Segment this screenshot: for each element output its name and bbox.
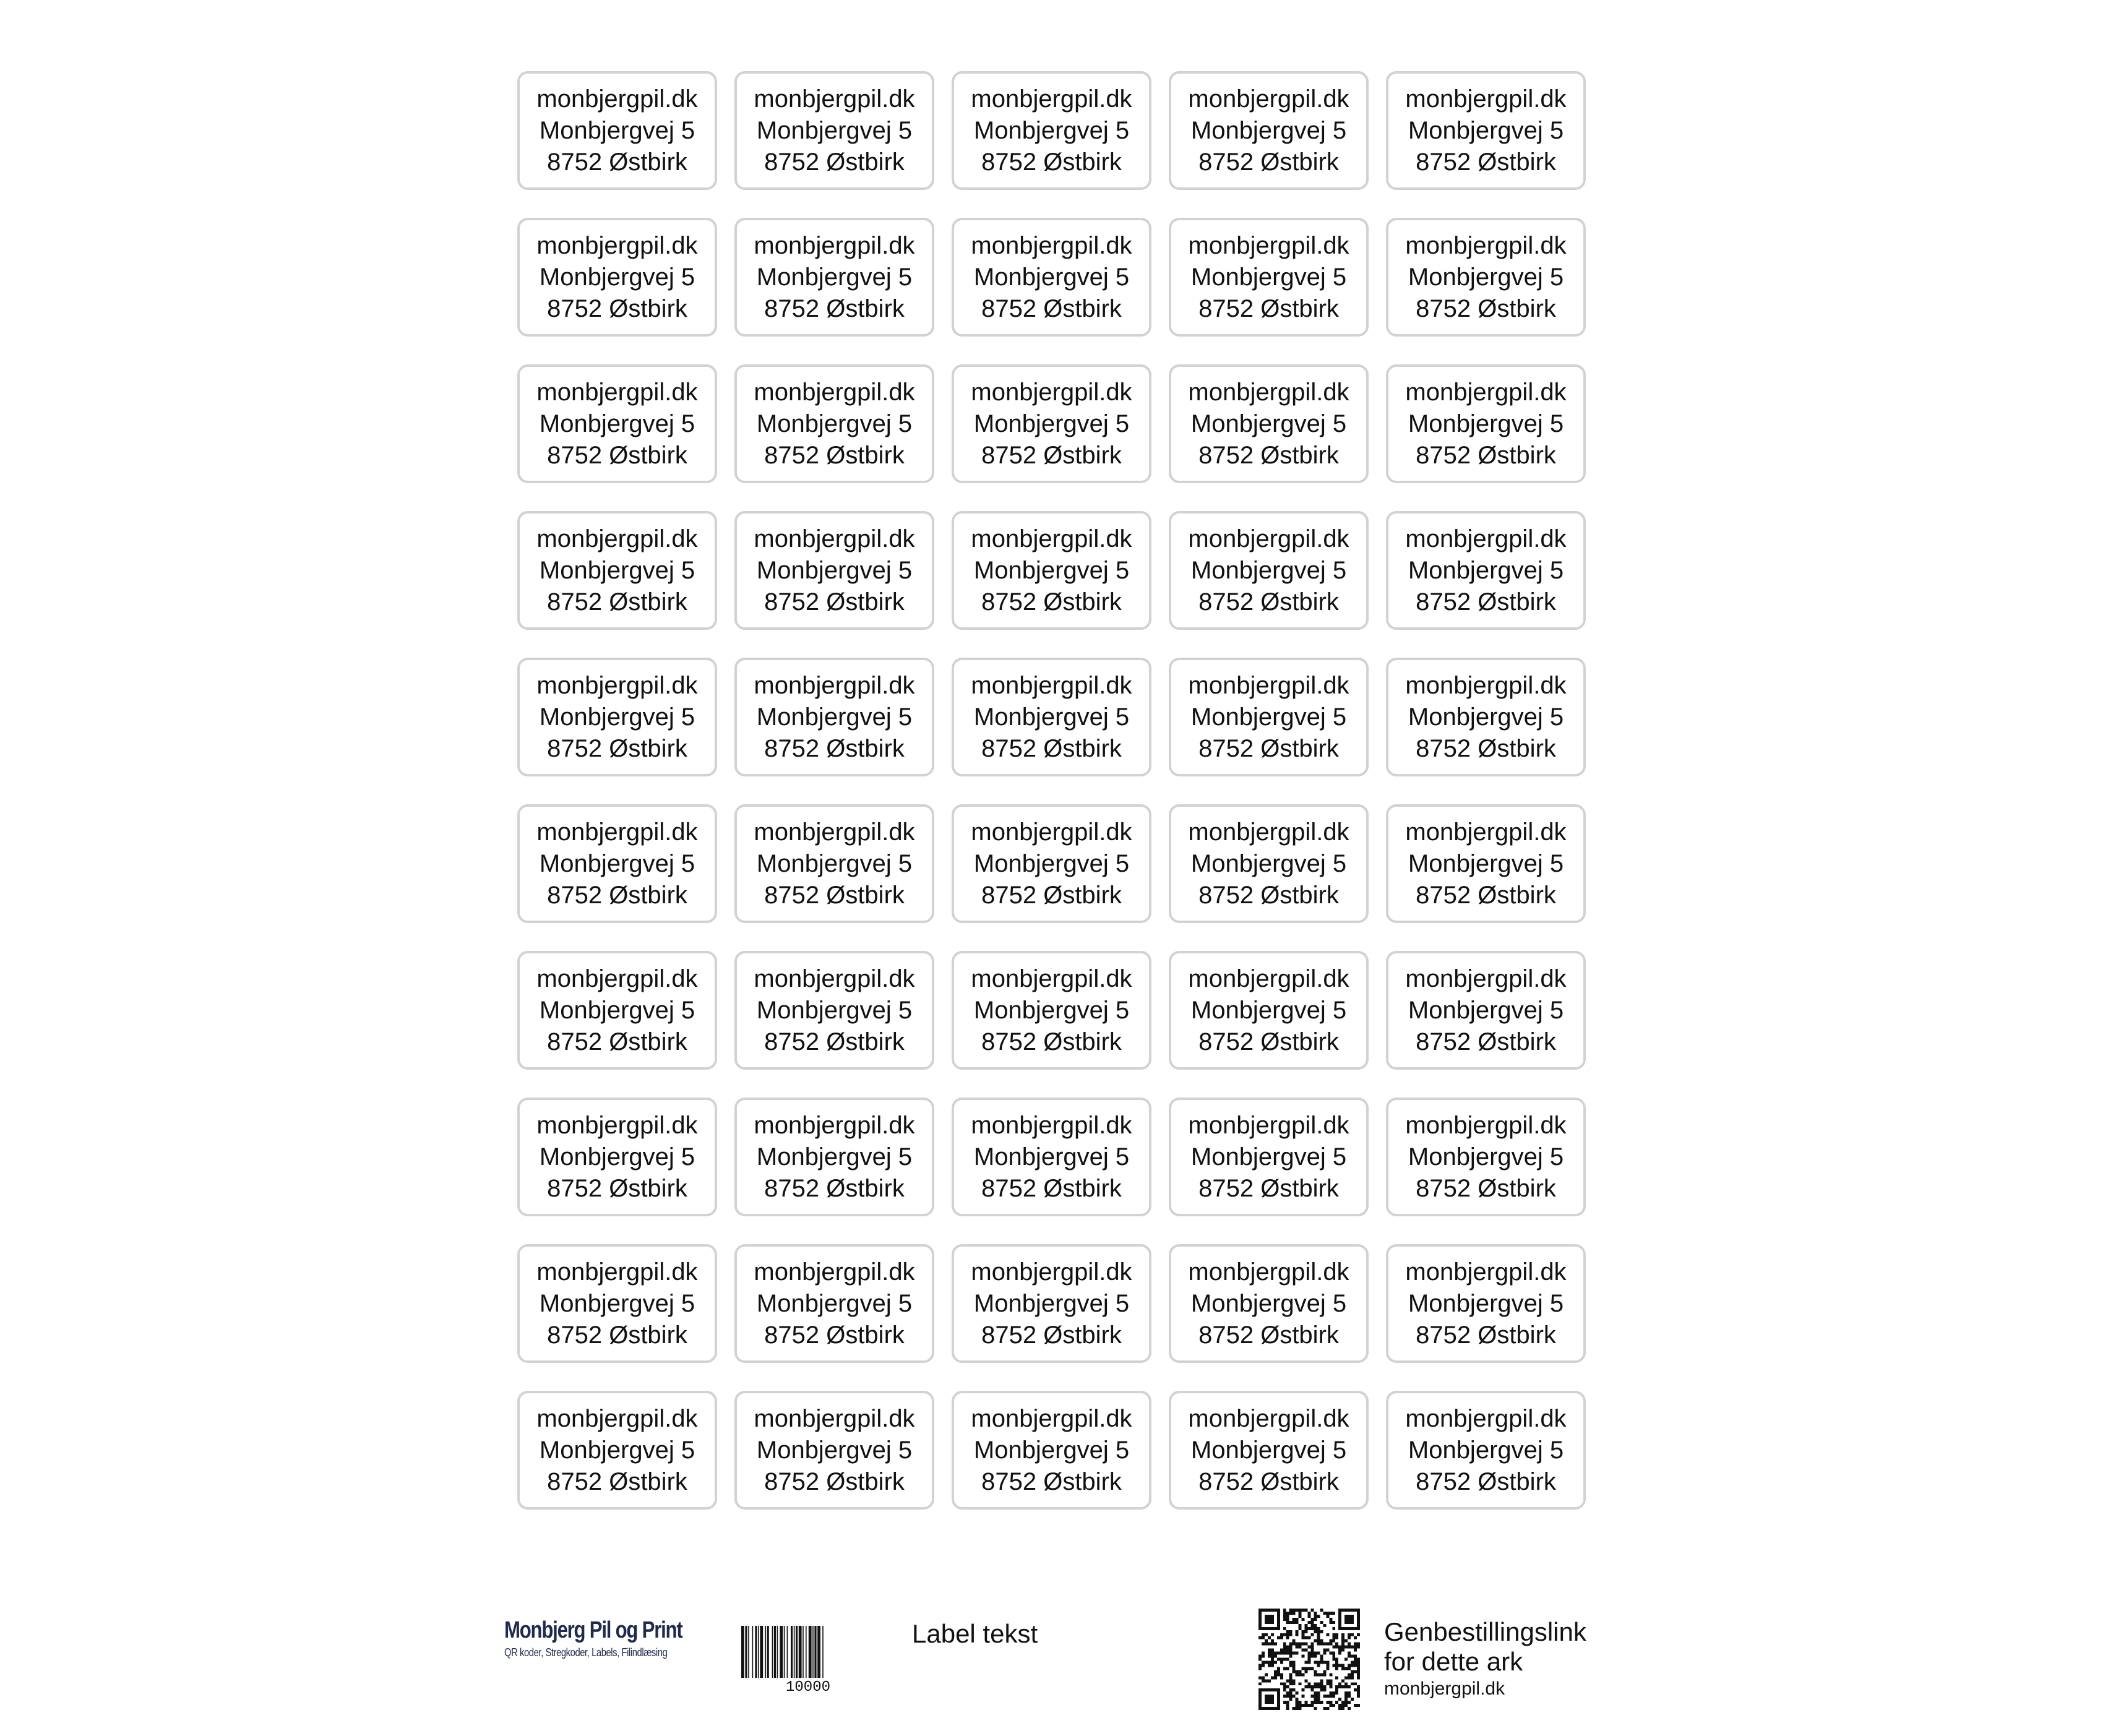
address-label [952, 364, 1151, 483]
address-label-line: monbjergpil.dk [1405, 85, 1567, 113]
address-label-line: monbjergpil.dk [1405, 1111, 1567, 1139]
address-label [952, 1244, 1151, 1363]
address-label [1386, 1098, 1586, 1216]
address-label [1169, 951, 1369, 1070]
address-label [734, 71, 934, 190]
address-label [1386, 1244, 1586, 1363]
address-label-line: Monbjergvej 5 [1190, 1436, 1347, 1464]
address-label-line: 8752 Østbirk [1416, 588, 1556, 616]
address-label-line: monbjergpil.dk [536, 1404, 698, 1432]
address-label-line: 8752 Østbirk [764, 1028, 905, 1055]
address-label-line: 8752 Østbirk [981, 734, 1122, 762]
address-label-line: monbjergpil.dk [971, 1258, 1132, 1286]
address-label-line: 8752 Østbirk [547, 1174, 687, 1202]
address-label [1169, 1244, 1369, 1363]
address-label-line: Monbjergvej 5 [756, 556, 913, 584]
address-label-line: monbjergpil.dk [536, 1111, 698, 1139]
address-label-line: 8752 Østbirk [547, 881, 687, 909]
address-label-line: Monbjergvej 5 [1408, 849, 1564, 877]
address-label-line: Monbjergvej 5 [973, 703, 1130, 731]
address-label-line: monbjergpil.dk [1405, 671, 1567, 699]
address-label [517, 71, 717, 190]
address-label-line: monbjergpil.dk [1405, 965, 1567, 992]
address-label-line: 8752 Østbirk [764, 441, 905, 469]
address-label-line: monbjergpil.dk [971, 965, 1132, 992]
address-label-line: monbjergpil.dk [1188, 231, 1349, 259]
address-label-line: 8752 Østbirk [1416, 441, 1556, 469]
address-label [517, 951, 717, 1070]
address-label-line: Monbjergvej 5 [539, 1143, 695, 1171]
address-label-line: monbjergpil.dk [1188, 525, 1349, 552]
barcode-number: 10000 [785, 1679, 830, 1696]
address-label-line: 8752 Østbirk [764, 1174, 905, 1202]
address-label-line: Monbjergvej 5 [1408, 410, 1564, 437]
address-label-line: monbjergpil.dk [971, 818, 1132, 846]
address-label-line: 8752 Østbirk [764, 148, 905, 176]
address-label-line: monbjergpil.dk [754, 231, 915, 259]
address-label-line: Monbjergvej 5 [1408, 703, 1564, 731]
address-label-line: 8752 Østbirk [1198, 441, 1339, 469]
address-label-line: 8752 Østbirk [547, 441, 687, 469]
address-label-line: 8752 Østbirk [547, 294, 687, 322]
barcode-icon [740, 1626, 876, 1678]
address-label-line: Monbjergvej 5 [973, 1436, 1130, 1464]
address-label-line: Monbjergvej 5 [539, 849, 695, 877]
address-label-line: Monbjergvej 5 [756, 703, 913, 731]
address-label-line: monbjergpil.dk [971, 85, 1132, 113]
address-label-line: 8752 Østbirk [547, 734, 687, 762]
address-label-line: 8752 Østbirk [1198, 734, 1339, 762]
address-label [517, 364, 717, 483]
address-label-line: 8752 Østbirk [981, 294, 1122, 322]
brand-title: Monbjerg Pil og Print [504, 1617, 682, 1643]
label-grid [517, 71, 1591, 1519]
reorder-line-1: Genbestillingslink [1384, 1617, 1586, 1646]
address-label-line: monbjergpil.dk [1188, 1111, 1349, 1139]
address-label [1386, 364, 1586, 483]
reorder-line-2: for dette ark [1384, 1647, 1523, 1676]
address-label-line: Monbjergvej 5 [973, 410, 1130, 437]
address-label [1169, 804, 1369, 923]
address-label-line: 8752 Østbirk [981, 1321, 1122, 1349]
address-label [734, 804, 934, 923]
address-label [1386, 951, 1586, 1070]
address-label-line: 8752 Østbirk [1416, 1467, 1556, 1495]
address-label [952, 71, 1151, 190]
address-label-line: 8752 Østbirk [1198, 1467, 1339, 1495]
address-label-line: 8752 Østbirk [981, 1467, 1122, 1495]
address-label [1169, 658, 1369, 776]
address-label-line: 8752 Østbirk [1416, 294, 1556, 322]
address-label-line: monbjergpil.dk [971, 231, 1132, 259]
address-label [734, 218, 934, 337]
address-label-line: monbjergpil.dk [536, 1258, 698, 1286]
address-label-line: Monbjergvej 5 [1190, 1289, 1347, 1317]
address-label-line: 8752 Østbirk [981, 881, 1122, 909]
reorder-info [1384, 1617, 1607, 1701]
address-label [952, 218, 1151, 337]
address-label-line: monbjergpil.dk [971, 1111, 1132, 1139]
address-label-line: 8752 Østbirk [1198, 1174, 1339, 1202]
address-label-line: 8752 Østbirk [1198, 588, 1339, 616]
address-label [1169, 71, 1369, 190]
address-label-line: monbjergpil.dk [1405, 525, 1567, 552]
address-label-line: Monbjergvej 5 [756, 1289, 913, 1317]
address-label-line: monbjergpil.dk [536, 671, 698, 699]
address-label [1169, 511, 1369, 630]
address-label-line: Monbjergvej 5 [539, 1436, 695, 1464]
address-label-line: Monbjergvej 5 [539, 263, 695, 291]
address-label [952, 951, 1151, 1070]
address-label-line: 8752 Østbirk [1416, 1174, 1556, 1202]
address-label-line: Monbjergvej 5 [756, 849, 913, 877]
address-label-line: 8752 Østbirk [764, 1321, 905, 1349]
address-label-line: 8752 Østbirk [1198, 294, 1339, 322]
address-label-line: monbjergpil.dk [971, 525, 1132, 552]
address-label-line: 8752 Østbirk [981, 1028, 1122, 1055]
address-label-line: Monbjergvej 5 [756, 116, 913, 144]
address-label-line: monbjergpil.dk [1188, 378, 1349, 406]
address-label-line: Monbjergvej 5 [1190, 996, 1347, 1024]
address-label [517, 1244, 717, 1363]
address-label-line: 8752 Østbirk [547, 1028, 687, 1055]
address-label-line: 8752 Østbirk [547, 148, 687, 176]
address-label-line: Monbjergvej 5 [973, 849, 1130, 877]
address-label-line: Monbjergvej 5 [1190, 263, 1347, 291]
address-label-line: 8752 Østbirk [1416, 1321, 1556, 1349]
address-label-line: Monbjergvej 5 [539, 556, 695, 584]
address-label-line: monbjergpil.dk [536, 818, 698, 846]
address-label-line: 8752 Østbirk [764, 881, 905, 909]
address-label-line: monbjergpil.dk [536, 231, 698, 259]
address-label-line: monbjergpil.dk [1405, 231, 1567, 259]
address-label-line: 8752 Østbirk [1198, 1321, 1339, 1349]
address-label-line: monbjergpil.dk [754, 1111, 915, 1139]
barcode [740, 1626, 876, 1700]
address-label [1169, 1391, 1369, 1510]
address-label-line: monbjergpil.dk [536, 85, 698, 113]
address-label [952, 511, 1151, 630]
address-label [952, 804, 1151, 923]
address-label-line: 8752 Østbirk [981, 148, 1122, 176]
address-label-line: monbjergpil.dk [1188, 671, 1349, 699]
address-label-line: Monbjergvej 5 [756, 1436, 913, 1464]
address-label-line: 8752 Østbirk [1198, 1028, 1339, 1055]
address-label-line: 8752 Østbirk [764, 588, 905, 616]
address-label-line: Monbjergvej 5 [1190, 703, 1347, 731]
address-label-line: monbjergpil.dk [754, 85, 915, 113]
address-label [734, 1244, 934, 1363]
address-label [517, 1391, 717, 1510]
address-label-line: Monbjergvej 5 [756, 410, 913, 437]
address-label [734, 511, 934, 630]
address-label-line: 8752 Østbirk [1198, 148, 1339, 176]
address-label-line: monbjergpil.dk [754, 1404, 915, 1432]
address-label-line: monbjergpil.dk [1188, 1258, 1349, 1286]
address-label-line: monbjergpil.dk [1405, 1258, 1567, 1286]
address-label [517, 218, 717, 337]
address-label-line: 8752 Østbirk [764, 294, 905, 322]
address-label [952, 1098, 1151, 1216]
address-label-line: monbjergpil.dk [754, 525, 915, 552]
address-label-line: monbjergpil.dk [971, 671, 1132, 699]
address-label-line: Monbjergvej 5 [1408, 1436, 1564, 1464]
address-label-line: monbjergpil.dk [1405, 378, 1567, 406]
address-label-line: monbjergpil.dk [1188, 965, 1349, 992]
reorder-url[interactable]: monbjergpil.dk [1384, 1678, 1505, 1699]
address-label [1169, 364, 1369, 483]
brand-subtitle: QR koder, Stregkoder, Labels, Filindlæsing [504, 1646, 668, 1659]
address-label [1169, 1098, 1369, 1216]
address-label-line: 8752 Østbirk [1416, 734, 1556, 762]
address-label-line: monbjergpil.dk [536, 378, 698, 406]
address-label-line: Monbjergvej 5 [973, 1143, 1130, 1171]
address-label-line: 8752 Østbirk [1416, 148, 1556, 176]
address-label-line: Monbjergvej 5 [973, 996, 1130, 1024]
address-label [1386, 511, 1586, 630]
address-label [952, 1391, 1151, 1510]
address-label-line: monbjergpil.dk [971, 378, 1132, 406]
address-label-line: Monbjergvej 5 [1190, 849, 1347, 877]
address-label-line: Monbjergvej 5 [973, 556, 1130, 584]
address-label-line: Monbjergvej 5 [1190, 116, 1347, 144]
address-label-line: Monbjergvej 5 [1408, 1143, 1564, 1171]
address-label-line: monbjergpil.dk [1188, 818, 1349, 846]
address-label-line: Monbjergvej 5 [1408, 263, 1564, 291]
address-label [734, 364, 934, 483]
address-label-line: 8752 Østbirk [547, 1467, 687, 1495]
address-label-line: monbjergpil.dk [536, 525, 698, 552]
address-label [1386, 71, 1586, 190]
address-label-line: 8752 Østbirk [764, 734, 905, 762]
address-label-line: 8752 Østbirk [547, 1321, 687, 1349]
brand-logo [504, 1616, 708, 1672]
address-label [1386, 1391, 1586, 1510]
address-label-line: monbjergpil.dk [754, 1258, 915, 1286]
address-label [517, 1098, 717, 1216]
address-label [734, 658, 934, 776]
address-label [952, 658, 1151, 776]
address-label-line: Monbjergvej 5 [756, 263, 913, 291]
address-label-line: monbjergpil.dk [536, 965, 698, 992]
address-label-line: 8752 Østbirk [764, 1467, 905, 1495]
address-label-line: Monbjergvej 5 [756, 1143, 913, 1171]
address-label-line: Monbjergvej 5 [539, 116, 695, 144]
address-label [1386, 218, 1586, 337]
address-label-line: monbjergpil.dk [1405, 1404, 1567, 1432]
address-label [734, 1391, 934, 1510]
address-label [734, 1098, 934, 1216]
address-label-line: monbjergpil.dk [1188, 1404, 1349, 1432]
address-label-line: 8752 Østbirk [1416, 1028, 1556, 1055]
address-label-line: Monbjergvej 5 [539, 410, 695, 437]
address-label-line: monbjergpil.dk [1405, 818, 1567, 846]
address-label [517, 658, 717, 776]
address-label-line: 8752 Østbirk [547, 588, 687, 616]
address-label [517, 511, 717, 630]
address-label [1386, 658, 1586, 776]
qr-code-icon[interactable] [1258, 1609, 1360, 1710]
address-label-line: Monbjergvej 5 [539, 996, 695, 1024]
address-label-line: Monbjergvej 5 [1408, 556, 1564, 584]
address-label-line: 8752 Østbirk [981, 441, 1122, 469]
address-label-line: 8752 Østbirk [981, 1174, 1122, 1202]
address-label-line: Monbjergvej 5 [973, 263, 1130, 291]
address-label [1169, 218, 1369, 337]
address-label-line: Monbjergvej 5 [1190, 1143, 1347, 1171]
address-label-line: Monbjergvej 5 [1190, 410, 1347, 437]
address-label-line: Monbjergvej 5 [973, 116, 1130, 144]
address-label-line: Monbjergvej 5 [539, 703, 695, 731]
address-label-line: Monbjergvej 5 [756, 996, 913, 1024]
label-text-caption: Label tekst [912, 1619, 1038, 1648]
address-label-line: Monbjergvej 5 [1408, 1289, 1564, 1317]
address-label-line: monbjergpil.dk [754, 378, 915, 406]
address-label-line: monbjergpil.dk [1188, 85, 1349, 113]
address-label [517, 804, 717, 923]
address-label-line: monbjergpil.dk [971, 1404, 1132, 1432]
address-label [1386, 804, 1586, 923]
address-label-line: Monbjergvej 5 [1190, 556, 1347, 584]
address-label-line: Monbjergvej 5 [1408, 116, 1564, 144]
address-label-line: Monbjergvej 5 [539, 1289, 695, 1317]
address-label-line: Monbjergvej 5 [1408, 996, 1564, 1024]
address-label-line: monbjergpil.dk [754, 965, 915, 992]
address-label-line: monbjergpil.dk [754, 818, 915, 846]
address-label-line: monbjergpil.dk [754, 671, 915, 699]
address-label-line: 8752 Østbirk [1416, 881, 1556, 909]
address-label-line: 8752 Østbirk [981, 588, 1122, 616]
address-label [734, 951, 934, 1070]
address-label-line: Monbjergvej 5 [973, 1289, 1130, 1317]
address-label-line: 8752 Østbirk [1198, 881, 1339, 909]
